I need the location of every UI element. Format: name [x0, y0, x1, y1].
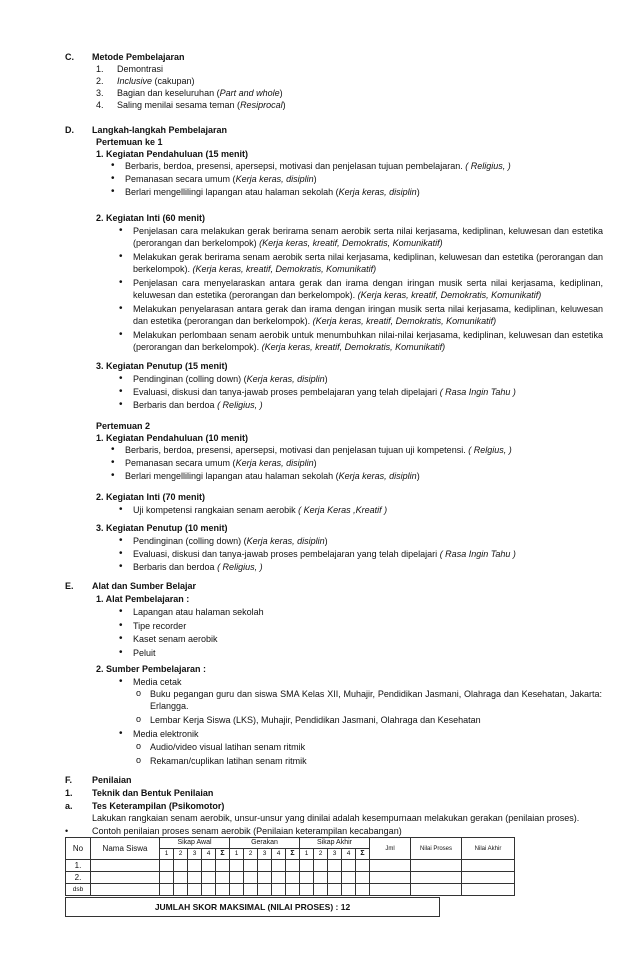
score-cell [300, 884, 314, 896]
item-value-tag: (Kerja keras, kreatif, Demokratis, Komunikatif) [192, 264, 377, 274]
score-cell [272, 872, 286, 884]
item-value-tag: ( Religius, ) [465, 161, 511, 171]
score-cell [216, 884, 230, 896]
item-text: Pendinginan (colling down) ( [133, 536, 247, 546]
subheader-cell: Σ [216, 849, 230, 860]
section-c-label: C. [65, 52, 74, 62]
score-cell [411, 872, 462, 884]
score-cell [244, 872, 258, 884]
score-cell [462, 884, 515, 896]
subheader-cell: 1 [230, 849, 244, 860]
item-value-tag: Resiprocal [240, 100, 283, 110]
row-number: 1. [66, 860, 91, 872]
score-cell [91, 884, 160, 896]
col-sikap-awal: Sikap Awal [160, 838, 230, 849]
total-score: JUMLAH SKOR MAKSIMAL (NILAI PROSES) : 12 [65, 897, 440, 917]
bullet-item [133, 504, 387, 516]
item-value-tag: ( Kerja Keras ,Kreatif ) [298, 505, 388, 515]
item-text: Pendinginan (colling down) ( [133, 374, 247, 384]
score-cell [244, 860, 258, 872]
media-cetak: • Media cetak [133, 676, 182, 688]
bullet-item [125, 470, 420, 482]
assessment-example: Contoh penilaian proses senam aerobik (Penilaian keterampilan kecabangan) [92, 826, 402, 836]
item-value-tag: ( Rasa Ingin Tahu ) [439, 549, 516, 559]
method-number: 3. [96, 88, 104, 98]
item-text: Berlari mengellilingi lapangan atau halaman sekolah ( [125, 187, 339, 197]
row-number: dsb [66, 884, 91, 896]
item-value-tag: Part and whole [219, 88, 280, 98]
score-cell [370, 860, 411, 872]
p1-inti-heading: 2. Kegiatan Inti (60 menit) [96, 213, 206, 223]
p1-pendahuluan-heading: 1. Kegiatan Pendahuluan (15 menit) [96, 149, 249, 159]
score-cell [160, 884, 174, 896]
method-number: 2. [96, 76, 104, 86]
score-cell [216, 872, 230, 884]
score-cell [174, 860, 188, 872]
assessment-description: Lakukan rangkaian senam aerobik, unsur-unsur yang dinilai adalah kesempurnaan melakukan gerakan (penilaian proses). [92, 813, 580, 823]
bullet-icon: • [65, 826, 69, 836]
item-value-tag: Kerja keras, disiplin [338, 187, 417, 197]
bullet-item [125, 444, 512, 456]
bullet-item [133, 303, 603, 327]
subheader-cell: 3 [188, 849, 202, 860]
score-cell [160, 860, 174, 872]
bullet-item [133, 548, 516, 560]
bullet-item [125, 186, 420, 198]
score-cell [230, 860, 244, 872]
score-cell [411, 884, 462, 896]
bullet-item [133, 386, 516, 398]
item-text: Pemanasan secara umum ( [125, 458, 236, 468]
subheader-cell: Σ [286, 849, 300, 860]
item-text: Penjelasan cara menyelaraskan antara gerak dan irama dengan iringan musik serta nilai kerjasama, kediplinan, keluwesan dan estetika (perorangan dan berkelompok). [133, 278, 603, 300]
item-text: Berbaris, berdoa, presensi, apersepsi, motivasi dan penjelasan tujuan uji kompetensi. [125, 445, 469, 455]
bullet-item [133, 329, 603, 353]
score-cell [258, 884, 272, 896]
item-text: Penjelasan cara melakukan gerak berirama senam aerobik serta nilai kerjasama, kediplinan, keluwesan dan estetika (perorangan dan berkelompok) [133, 226, 603, 248]
col-gerakan: Gerakan [230, 838, 300, 849]
score-cell [328, 872, 342, 884]
subheader-cell: 3 [328, 849, 342, 860]
item-value-tag: Kerja keras, disiplin [246, 374, 325, 384]
alat-heading: 1. Alat Pembelajaran : [96, 594, 190, 604]
item-value-tag: ( Religius, ) [217, 562, 263, 572]
item-text-tail: ) [279, 88, 283, 98]
table-row [66, 884, 515, 896]
alat-item: • Tipe recorder [133, 620, 186, 632]
subheader-cell: 2 [244, 849, 258, 860]
score-cell [356, 860, 370, 872]
bullet-item [133, 561, 263, 573]
bullet-item [133, 277, 603, 301]
score-cell [258, 860, 272, 872]
subheader-cell: 1 [160, 849, 174, 860]
bullet-item [133, 535, 328, 547]
score-cell [272, 860, 286, 872]
item-text: Evaluasi, diskusi dan tanya-jawab proses pembelajaran yang telah dipelajari [133, 549, 440, 559]
score-cell [272, 884, 286, 896]
score-cell [188, 860, 202, 872]
score-cell [314, 884, 328, 896]
cetak-item-1: o Buku pegangan guru dan siswa SMA Kelas XII, Muhajir, Pendidikan Jasmani, Olahraga dan Kesehatan, Jakarta: Erlangga. [150, 688, 602, 712]
bullet-item [133, 399, 263, 411]
score-cell [188, 884, 202, 896]
meeting-2-title: Pertemuan 2 [96, 421, 151, 431]
score-cell [370, 884, 411, 896]
alat-item: • Lapangan atau halaman sekolah [133, 606, 264, 618]
item-value-tag: ( Religius, ) [217, 400, 263, 410]
table-row [66, 860, 515, 872]
p2-penutup-heading: 3. Kegiatan Penutup (10 menit) [96, 523, 228, 533]
item-value-tag: (Kerja keras, kreatif, Demokratis, Komunikatif) [312, 316, 497, 326]
score-cell [188, 872, 202, 884]
score-cell [216, 860, 230, 872]
bullet-item [125, 160, 511, 172]
section-e-label: E. [65, 581, 74, 591]
sumber-heading: 2. Sumber Pembelajaran : [96, 664, 207, 674]
score-cell [91, 860, 160, 872]
p2-pendahuluan-heading: 1. Kegiatan Pendahuluan (10 menit) [96, 433, 249, 443]
subheader-cell: 4 [202, 849, 216, 860]
subheader-cell: 3 [258, 849, 272, 860]
item-text: Melakukan perlombaan senam aerobik untuk menumbuhkan nilai-nilai kerjasama, kediplinan, keluwesan dan estetika (perorangan dan berkelompok). [133, 330, 603, 352]
method-number: 4. [96, 100, 104, 110]
score-cell [202, 860, 216, 872]
p1-penutup-heading: 3. Kegiatan Penutup (15 menit) [96, 361, 228, 371]
method-item [117, 87, 283, 99]
score-cell [230, 872, 244, 884]
score-cell [342, 884, 356, 896]
method-item [117, 99, 286, 111]
subheader-cell: 4 [272, 849, 286, 860]
table-body [66, 860, 515, 896]
item-text: Saling menilai sesama teman ( [117, 100, 241, 110]
section-f-label: F. [65, 775, 73, 785]
item-text: Berbaris dan berdoa [133, 562, 218, 572]
score-cell [328, 884, 342, 896]
col-nilai-akhir: Nilai Akhir [462, 838, 515, 860]
score-cell [314, 860, 328, 872]
score-cell [258, 872, 272, 884]
item-text: Pemanasan secara umum ( [125, 174, 236, 184]
subheader-cell: Σ [356, 849, 370, 860]
item-text: Berbaris, berdoa, presensi, apersepsi, motivasi dan penjelasan tujuan pembelajaran. [125, 161, 466, 171]
bullet-item [125, 173, 317, 185]
item-value-tag: ( Rasa Ingin Tahu ) [439, 387, 516, 397]
item-text-tail: (cakupan) [152, 76, 195, 86]
item-text-tail: ) [324, 536, 328, 546]
method-item [117, 63, 163, 75]
bullet-item [133, 373, 328, 385]
item-text: Demontrasi [117, 64, 164, 74]
score-cell [356, 872, 370, 884]
item-text-tail: ) [416, 471, 420, 481]
col-no: No [66, 838, 91, 860]
score-cell [356, 884, 370, 896]
item-value-tag: Kerja keras, disiplin [235, 174, 314, 184]
bullet-item [133, 225, 603, 249]
subheader-cell: 2 [314, 849, 328, 860]
method-item [117, 75, 195, 87]
score-cell [174, 884, 188, 896]
table-row [66, 872, 515, 884]
col-nilai-proses: Nilai Proses [411, 838, 462, 860]
meeting-1-title: Pertemuan ke 1 [96, 137, 163, 147]
subheader-cell: 1 [300, 849, 314, 860]
item-text-tail: ) [313, 458, 317, 468]
item-value-tag: ( Relgius, ) [468, 445, 512, 455]
item-value-tag: Kerja keras, disiplin [338, 471, 417, 481]
elektronik-item-2: o Rekaman/cuplikan latihan senam ritmik [150, 755, 307, 767]
section-c-title: Metode Pembelajaran [92, 52, 185, 62]
item-text-tail: ) [282, 100, 286, 110]
item-text: Evaluasi, diskusi dan tanya-jawab proses pembelajaran yang telah dipelajari [133, 387, 440, 397]
item-value-tag: (Kerja keras, kreatif, Demokratis, Komunikatif) [259, 238, 443, 248]
score-cell [328, 860, 342, 872]
item-text: Melakukan gerak berirama senam aerobik serta nilai kerjasama, kediplinan, keluwesan dan estetika (perorangan dan berkelompok). [133, 252, 603, 274]
score-cell [411, 860, 462, 872]
item-value-tag: Kerja keras, disiplin [235, 458, 314, 468]
bullet-item [125, 457, 317, 469]
assessment-table [65, 837, 515, 896]
score-cell [244, 884, 258, 896]
item-text: Berbaris dan berdoa [133, 400, 218, 410]
section-f-title: Penilaian [92, 775, 132, 785]
score-cell [160, 872, 174, 884]
item-value-tag: Inclusive [117, 76, 153, 86]
item-text: Uji kompetensi rangkaian senam aerobik [133, 505, 299, 515]
cetak-item-2: o Lembar Kerja Siswa (LKS), Muhajir, Pendidikan Jasmani, Olahraga dan Kesehatan [150, 714, 481, 726]
col-jml: Jml [370, 838, 411, 860]
subheader-cell: 4 [342, 849, 356, 860]
score-cell [174, 872, 188, 884]
score-cell [202, 884, 216, 896]
elektronik-item-1: o Audio/video visual latihan senam ritmik [150, 741, 305, 753]
col-sikap-akhir: Sikap Akhir [300, 838, 370, 849]
item-text-tail: ) [324, 374, 328, 384]
item-text: Berlari mengellilingi lapangan atau halaman sekolah ( [125, 471, 339, 481]
score-cell [202, 872, 216, 884]
score-cell [91, 872, 160, 884]
item-value-tag: (Kerja keras, kreatif, Demokratis, Komunikatif) [357, 290, 542, 300]
score-cell [342, 872, 356, 884]
section-e-title: Alat dan Sumber Belajar [92, 581, 197, 591]
score-cell [342, 860, 356, 872]
score-cell [286, 860, 300, 872]
alat-item: • Kaset senam aerobik [133, 633, 218, 645]
score-cell [462, 860, 515, 872]
subheader-cell: 2 [174, 849, 188, 860]
score-cell [300, 872, 314, 884]
suba-title: Tes Keterampilan (Psikomotor) [92, 801, 225, 811]
item-text: Melakukan penyelarasan antara gerak dan irama dengan iringan musik serta nilai kerjasama, kediplinan, keluwesan dan estetika (perorangan dan berkelompok). [133, 304, 603, 326]
p2-inti-heading: 2. Kegiatan Inti (70 menit) [96, 492, 206, 502]
alat-item: • Peluit [133, 647, 156, 659]
score-cell [230, 884, 244, 896]
section-d-title: Langkah-langkah Pembelajaran [92, 125, 228, 135]
score-cell [300, 860, 314, 872]
score-cell [286, 884, 300, 896]
sub1-label: 1. [65, 788, 73, 798]
row-number: 2. [66, 872, 91, 884]
item-value-tag: Kerja keras, disiplin [246, 536, 325, 546]
suba-label: a. [65, 801, 73, 811]
score-cell [370, 872, 411, 884]
section-d-label: D. [65, 125, 74, 135]
item-value-tag: (Kerja keras, kreatif, Demokratis, Komunikatif) [261, 342, 446, 352]
media-elektronik: • Media elektronik [133, 728, 199, 740]
item-text: Bagian dan keseluruhan ( [117, 88, 220, 98]
method-number: 1. [96, 64, 104, 74]
score-cell [462, 872, 515, 884]
item-text-tail: ) [416, 187, 420, 197]
sub1-title: Teknik dan Bentuk Penilaian [92, 788, 214, 798]
score-cell [314, 872, 328, 884]
score-cell [286, 872, 300, 884]
item-text-tail: ) [313, 174, 317, 184]
col-nama: Nama Siswa [91, 838, 160, 860]
bullet-item [133, 251, 603, 275]
